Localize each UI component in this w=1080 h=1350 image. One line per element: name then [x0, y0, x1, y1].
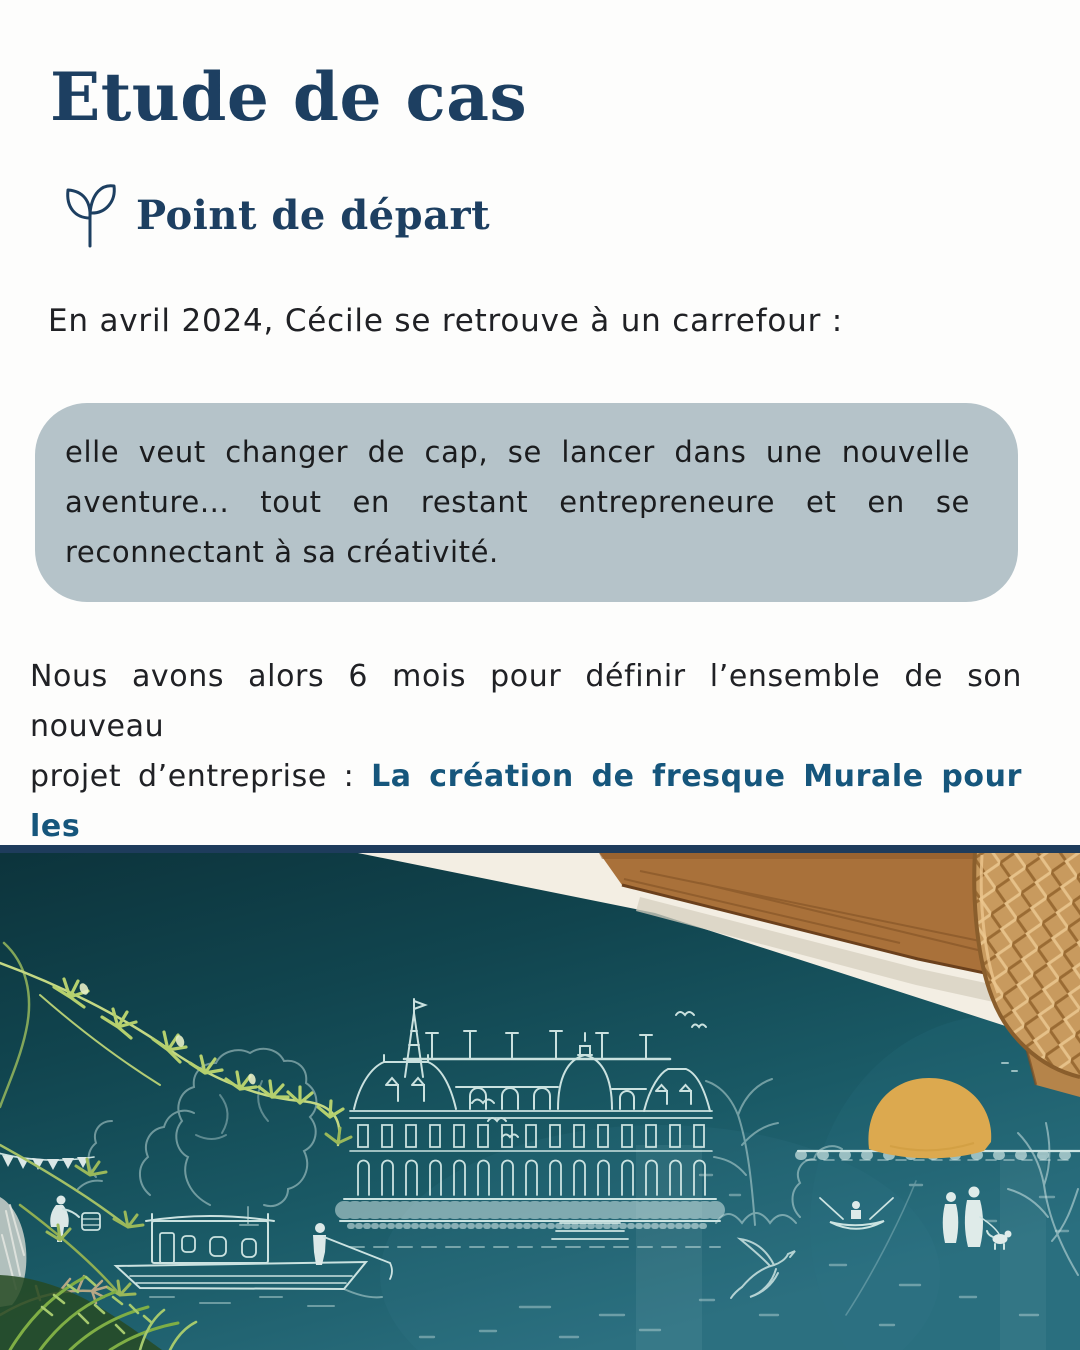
mural-illustration: [0, 845, 1080, 1350]
highlight-line: elle veut changer de cap, se lancer dans une nouvelle: [65, 435, 970, 469]
highlight-line: aventure... tout en restant entrepreneure et en se: [65, 485, 970, 519]
highlight-box: [35, 403, 1018, 602]
section-header: [62, 180, 490, 250]
section-title: Point de départ: [136, 191, 491, 239]
page-title: Etude de cas: [50, 58, 528, 136]
body-line: Nous avons alors 6 mois pour définir l’ensemble de son nouveau: [30, 659, 1022, 744]
mural-photo: [0, 845, 1080, 1350]
sprout-icon: [62, 180, 118, 250]
highlight-line: reconnectant à sa créativité.: [65, 535, 499, 569]
intro-text: En avril 2024, Cécile se retrouve à un carrefour :: [48, 303, 844, 339]
photo-top-strip: [0, 845, 1080, 853]
body-line-bold: La création de fresque Murale pour les: [30, 759, 1022, 844]
body-line: [30, 752, 1022, 852]
body-line-regular: projet d’entreprise :: [30, 759, 372, 794]
